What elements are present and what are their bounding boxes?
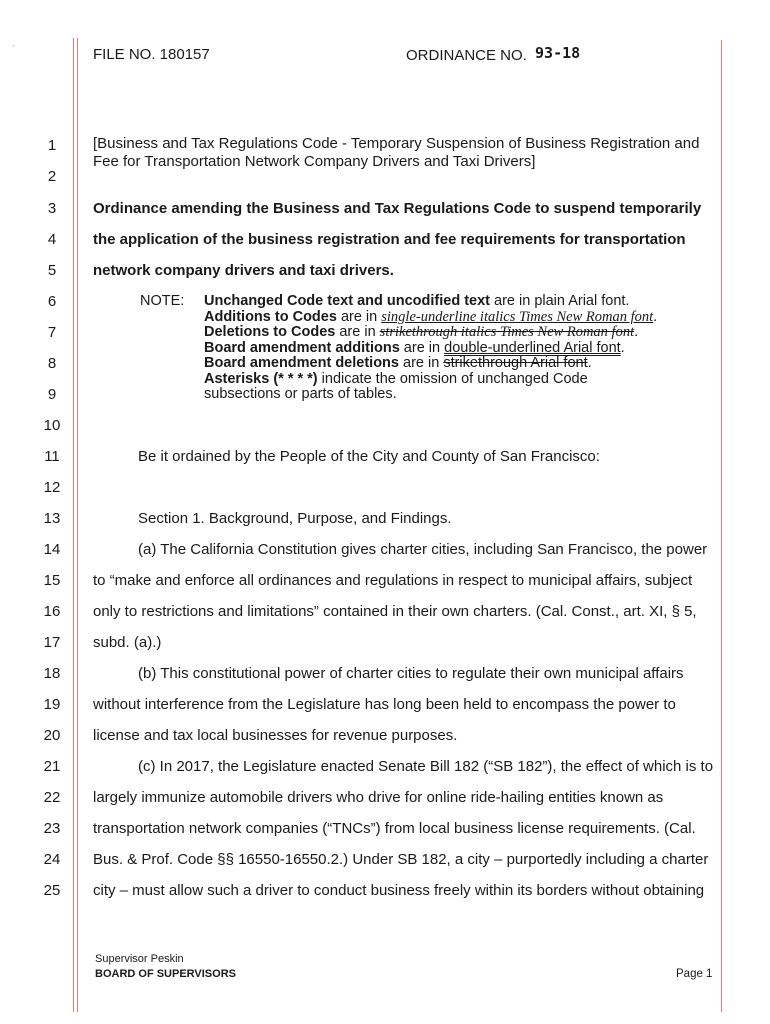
line-number: 8 [47,355,57,372]
note-text: indicate the omission of unchanged Code [317,370,588,387]
note-text: . [634,324,639,340]
ordinance-number [406,46,580,64]
body-line: (b) This constitutional power of charter cities to regulate their own municipal affairs [138,665,684,682]
title-line-1: [Business and Tax Regulations Code - Temporary Suspension of Business Registration and [93,135,700,152]
body-line: city – must allow such a driver to conduct business freely within its borders without obtaining [93,882,705,899]
note-term: Additions to Codes [204,308,337,325]
summary-line-1: Ordinance amending the Business and Tax Regulations Code to suspend temporarily [93,200,702,217]
body-line: (a) The California Constitution gives charter cities, including San Francisco, the power [138,541,708,558]
line-number: 25 [43,882,61,899]
note-line-unchanged [204,294,657,310]
title-line-2: Fee for Transportation Network Company Drivers and Taxi Drivers] [93,153,536,170]
note-text: . [620,339,625,356]
line-number: 12 [43,479,61,496]
line-number: 19 [43,696,61,713]
note-styled-sample: strikethrough italics Times New Roman font [379,324,635,340]
line-number: 24 [43,851,61,868]
note-line-additions [204,310,657,326]
line-number: 4 [47,231,57,248]
note-text: are in [336,308,382,325]
note-term: Board amendment deletions [204,355,399,371]
body-line: largely immunize automobile drivers who drive for online ride-hailing entities known as [93,789,664,806]
line-number: 23 [43,820,61,837]
line-number: 15 [43,572,61,589]
note-styled-sample: strikethrough Arial font [443,355,588,371]
note-line-board-deletions [204,356,657,372]
note-line-board-additions [204,341,657,357]
line-number: 20 [43,727,61,744]
line-number: 22 [43,789,61,806]
note-text: are in [399,339,445,356]
body-line: license and tax local businesses for revenue purposes. [93,727,458,744]
enacting-clause: Be it ordained by the People of the City and County of San Francisco: [138,448,600,465]
note-styled-sample: double-underlined Arial font [444,339,621,356]
line-number: 17 [43,634,61,651]
note-label: NOTE: [140,293,185,309]
note-line-deletions [204,325,657,341]
line-number: 7 [47,324,57,341]
line-number: 9 [47,386,57,403]
body-line: without interference from the Legislature has long been held to encompass the power to [93,696,676,713]
ordinance-label: ORDINANCE NO. [406,47,527,64]
line-number: 11 [44,448,60,465]
left-margin-rule-outer [73,38,74,1012]
line-number: 2 [47,168,57,185]
note-styled-sample: single-underline italics Times New Roman font [381,308,654,325]
note-text: are in plain Arial font. [490,293,630,309]
summary-line-2: the application of the business registration and fee requirements for transportation [93,231,686,248]
line-number: 3 [47,200,57,217]
note-lines [204,294,657,403]
note-line-asterisks [204,372,657,388]
section-heading: Section 1. Background, Purpose, and Findings. [138,510,452,527]
note-term: Asterisks (* * * *) [204,370,318,387]
line-number: 18 [43,665,61,682]
line-number: 5 [47,262,57,279]
note-term: Deletions to Codes [204,324,336,340]
left-margin-rule-inner [77,38,78,1012]
footer-sponsor: Supervisor Peskin [95,953,184,965]
line-number: 14 [43,541,61,558]
page-number: Page 1 [676,968,713,980]
line-number: 1 [47,137,57,154]
ordinance-handwritten-number: 93-18 [535,44,581,62]
summary-line-3: network company drivers and taxi drivers. [93,262,394,279]
note-text: . [653,308,658,325]
note-term: Board amendment additions [204,339,400,356]
note-text: are in [398,355,444,371]
note-text: . [587,355,592,371]
body-line: to “make and enforce all ordinances and regulations in respect to municipal affairs, subject [93,572,693,589]
note-line-asterisks-cont: subsections or parts of tables. [204,386,397,402]
line-number: 6 [47,293,57,310]
body-line: subd. (a).) [93,634,162,651]
right-margin-rule [721,40,722,1012]
note-text: are in [335,324,380,340]
line-number: 21 [43,758,61,775]
body-line: only to restrictions and limitations” contained in their own charters. (Cal. Const., art. XI, § 5, [93,603,697,620]
note-term: Unchanged Code text and uncodified text [204,293,490,309]
body-line: Bus. & Prof. Code §§ 16550-16550.2.) Under SB 182, a city – purportedly including a charter [93,851,709,868]
footer-board: BOARD OF SUPERVISORS [95,968,236,980]
line-number: 10 [43,417,61,434]
line-number: 16 [43,603,61,620]
line-number: 13 [43,510,61,527]
body-line: (c) In 2017, the Legislature enacted Senate Bill 182 (“SB 182”), the effect of which is to [138,758,714,775]
file-number: FILE NO. 180157 [93,46,210,63]
body-line: transportation network companies (“TNCs”) from local business license requirements. (Cal. [93,820,696,837]
stray-mark: ` [12,44,15,54]
